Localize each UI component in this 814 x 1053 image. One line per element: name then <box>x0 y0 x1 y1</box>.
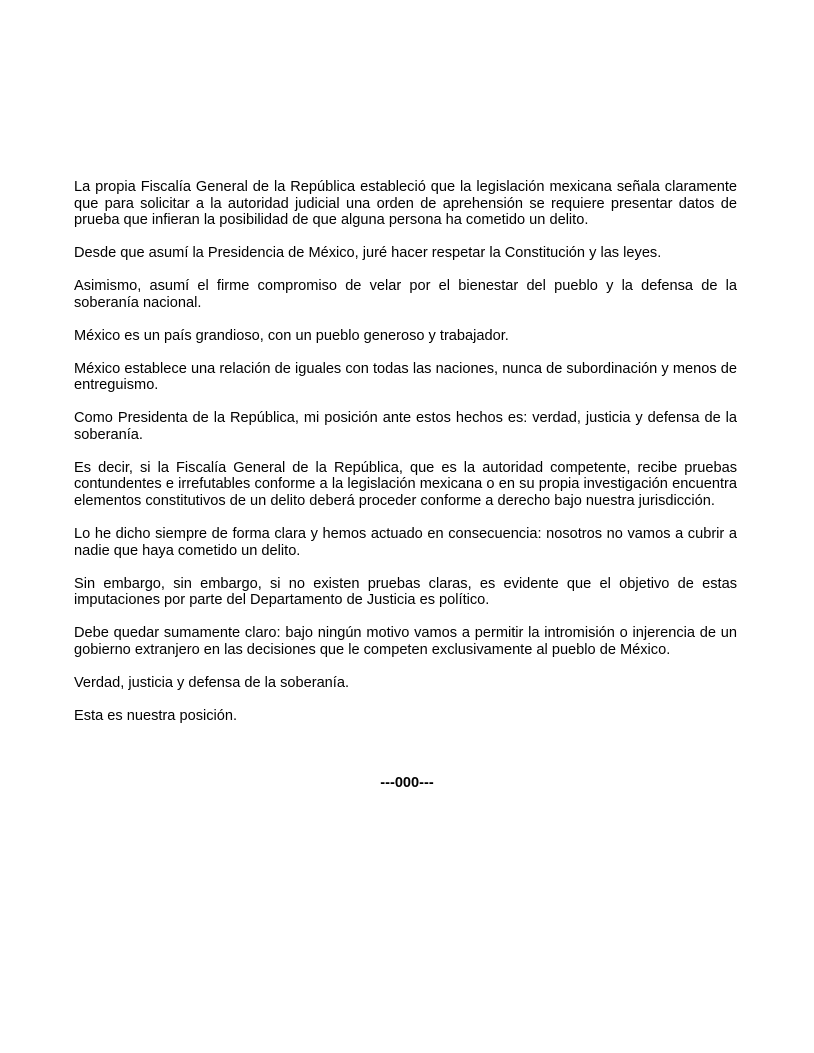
paragraph-1: La propia Fiscalía General de la República estableció que la legislación mexicana señala claramente que para solicitar a la autoridad judicial una orden de aprehensión se requiere presentar datos de prueba que infieran la posibilidad de que alguna persona ha cometido un delito. <box>74 179 737 229</box>
paragraph-7: Es decir, si la Fiscalía General de la República, que es la autoridad competente, recibe pruebas contundentes e irrefutables conforme a la legislación mexicana o en su propia investigación encuentra elementos constitutivos de un delito deberá proceder conforme a derecho bajo nuestra jurisdicción. <box>74 459 737 510</box>
paragraph-10: Debe quedar sumamente claro: bajo ningún motivo vamos a permitir la intromisión o injerencia de un gobierno extranjero en las decisiones que le competen exclusivamente al pueblo de México. <box>74 625 737 658</box>
paragraph-3: Asimismo, asumí el firme compromiso de velar por el bienestar del pueblo y la defensa de la soberanía nacional. <box>74 278 737 311</box>
document-body <box>74 179 737 741</box>
paragraph-4: México es un país grandioso, con un pueblo generoso y trabajador. <box>74 327 509 344</box>
paragraph-11: Verdad, justicia y defensa de la soberanía. <box>74 674 350 691</box>
paragraph-12: Esta es nuestra posición. <box>74 707 238 724</box>
paragraph-9: Sin embargo, sin embargo, si no existen pruebas claras, es evidente que el objetivo de estas imputaciones por parte del Departamento de Justicia es político. <box>74 575 737 609</box>
paragraph-5: México establece una relación de iguales con todas las naciones, nunca de subordinación y menos de entreguismo. <box>74 360 737 394</box>
paragraph-6: Como Presidenta de la República, mi posición ante estos hechos es: verdad, justicia y defensa de la soberanía. <box>74 410 737 443</box>
paragraph-8: Lo he dicho siempre de forma clara y hemos actuado en consecuencia: nosotros no vamos a cubrir a nadie que haya cometido un delito. <box>74 526 737 559</box>
closing-mark: ---000--- <box>380 775 434 791</box>
paragraph-2: Desde que asumí la Presidencia de México, juré hacer respetar la Constitución y las leyes. <box>74 245 662 262</box>
